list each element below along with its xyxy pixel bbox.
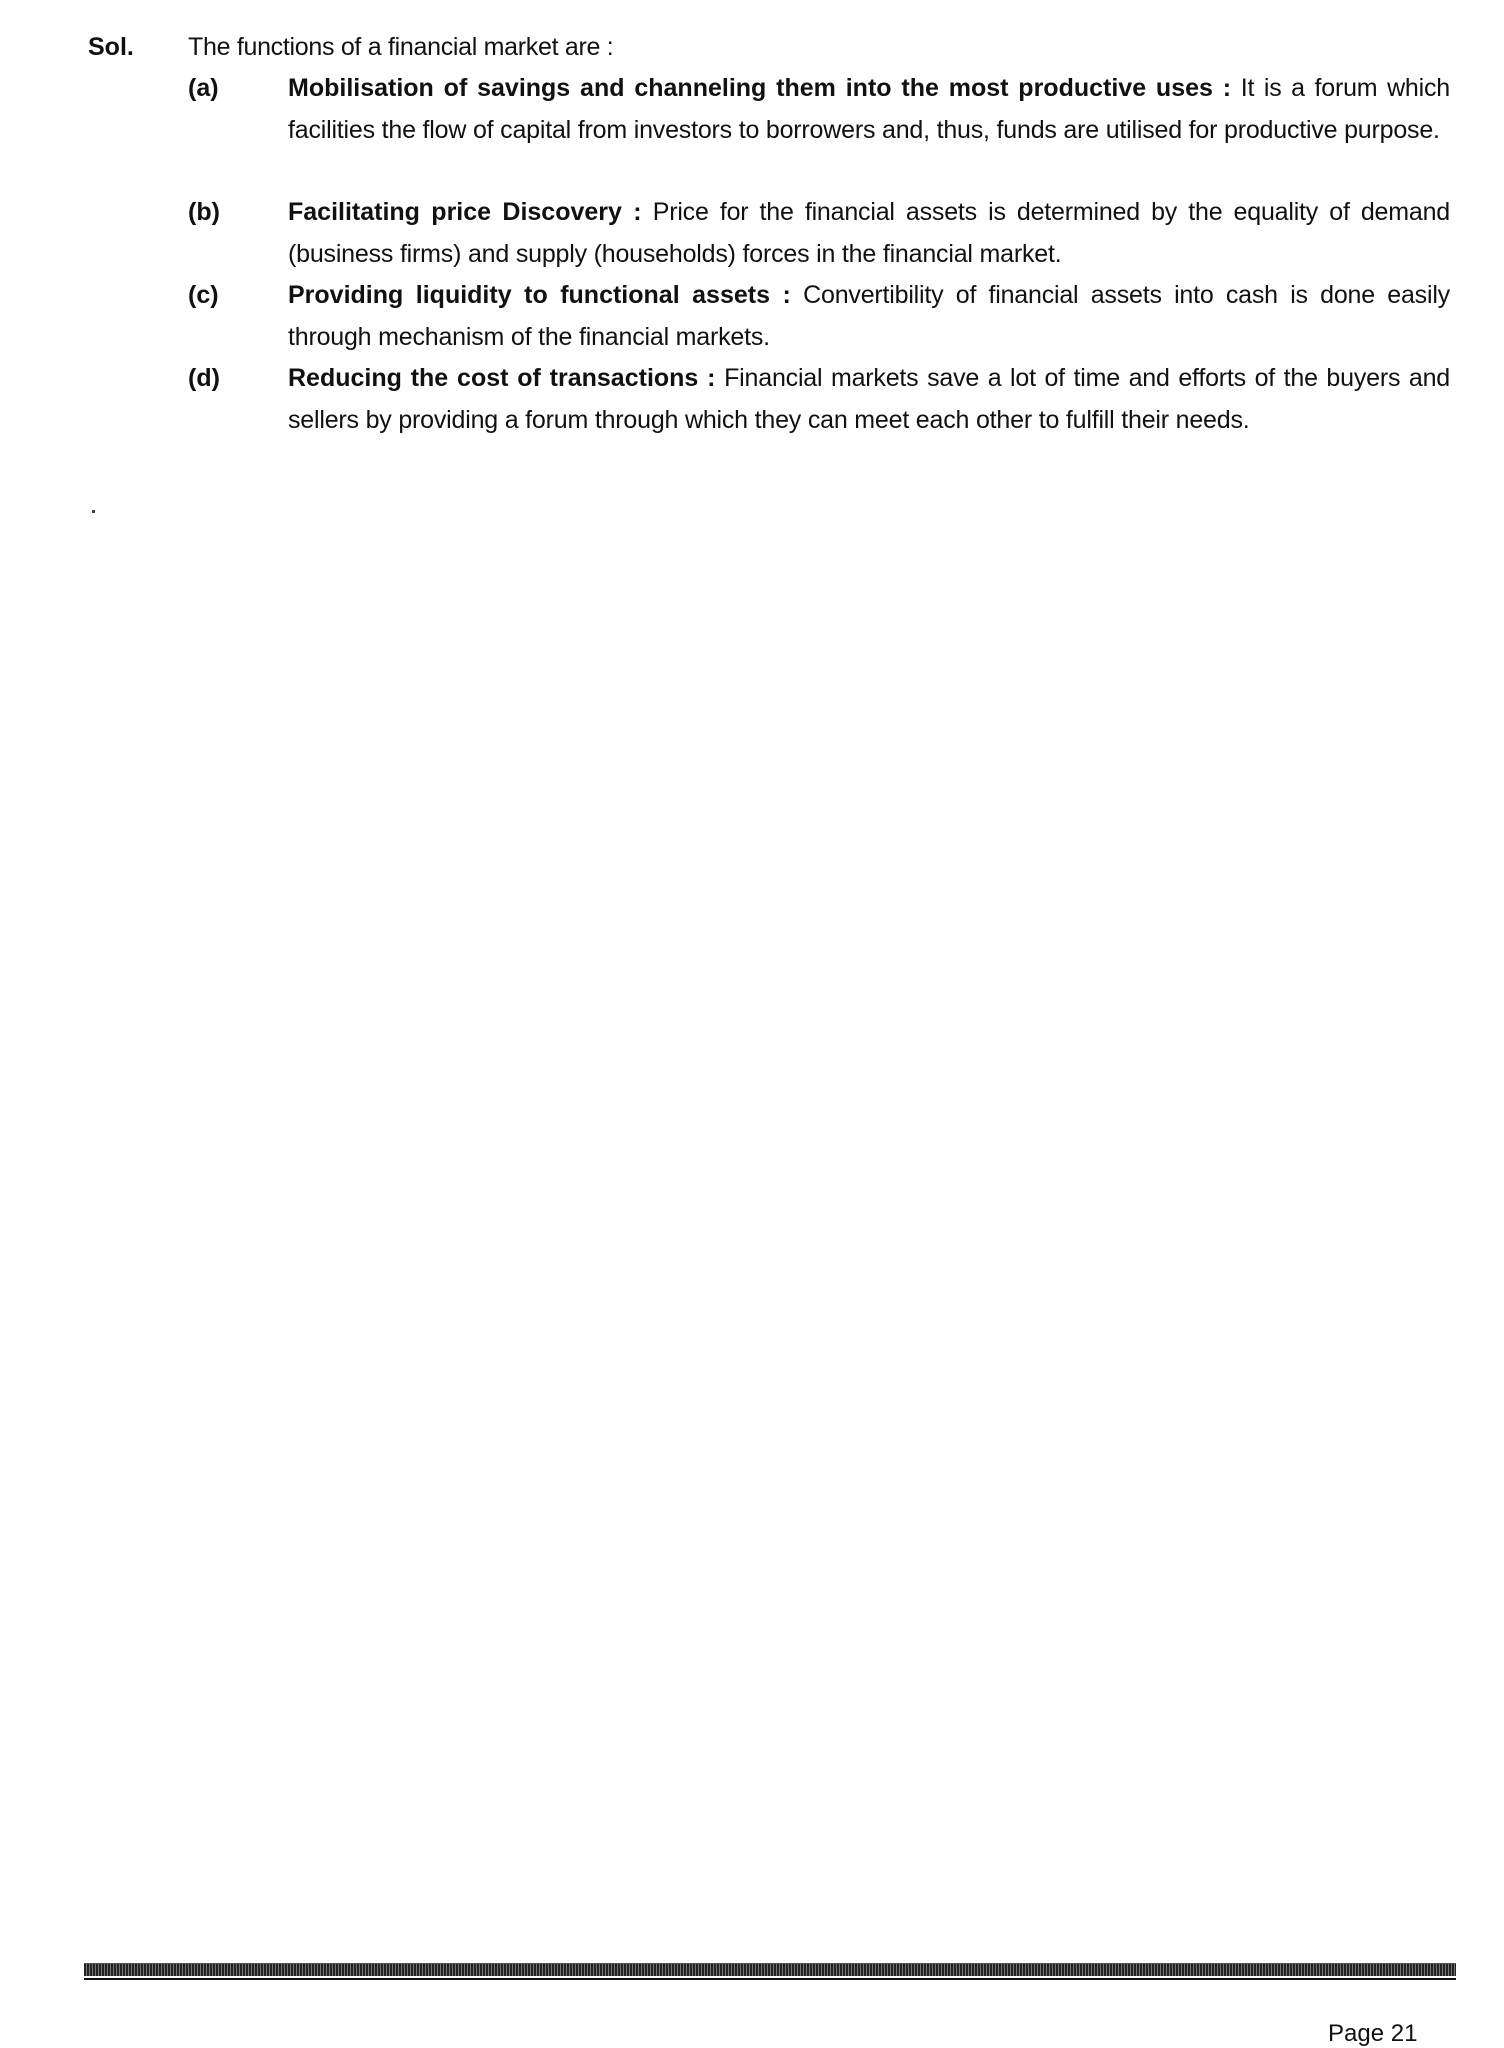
item-body xyxy=(288,192,1450,275)
page-number: Page 21 xyxy=(1328,2020,1418,2047)
item-marker: (c) xyxy=(188,281,219,309)
item-text: Price for the financial assets is determined by the equality of demand (business firms) and supply (households) forces in the financial market. xyxy=(288,198,1450,268)
item-body xyxy=(288,275,1450,358)
item-body xyxy=(288,358,1450,441)
item-text: It is a forum which facilities the flow of capital from investors to borrowers and, thus, funds are utilised for productive purpose. xyxy=(288,74,1450,144)
item-heading: Mobilisation of savings and channeling them into the most productive uses : xyxy=(288,74,1232,102)
item-heading: Providing liquidity to functional assets : xyxy=(288,281,791,309)
item-text: Convertibility of financial assets into cash is done easily through mechanism of the financial markets. xyxy=(288,281,1450,351)
stray-dot xyxy=(92,510,95,513)
solution-intro: The functions of a financial market are : xyxy=(188,33,614,61)
item-body xyxy=(288,68,1450,151)
item-marker: (a) xyxy=(188,74,219,102)
item-marker: (b) xyxy=(188,198,220,226)
item-heading: Facilitating price Discovery : xyxy=(288,198,642,226)
solution-label: Sol. xyxy=(88,33,134,61)
item-text: Financial markets save a lot of time and efforts of the buyers and sellers by providing a forum through which they can meet each other to fulfill their needs. xyxy=(288,364,1450,434)
item-heading: Reducing the cost of transactions : xyxy=(288,364,716,392)
item-marker: (d) xyxy=(188,364,220,392)
footer-rule xyxy=(84,1963,1456,1976)
